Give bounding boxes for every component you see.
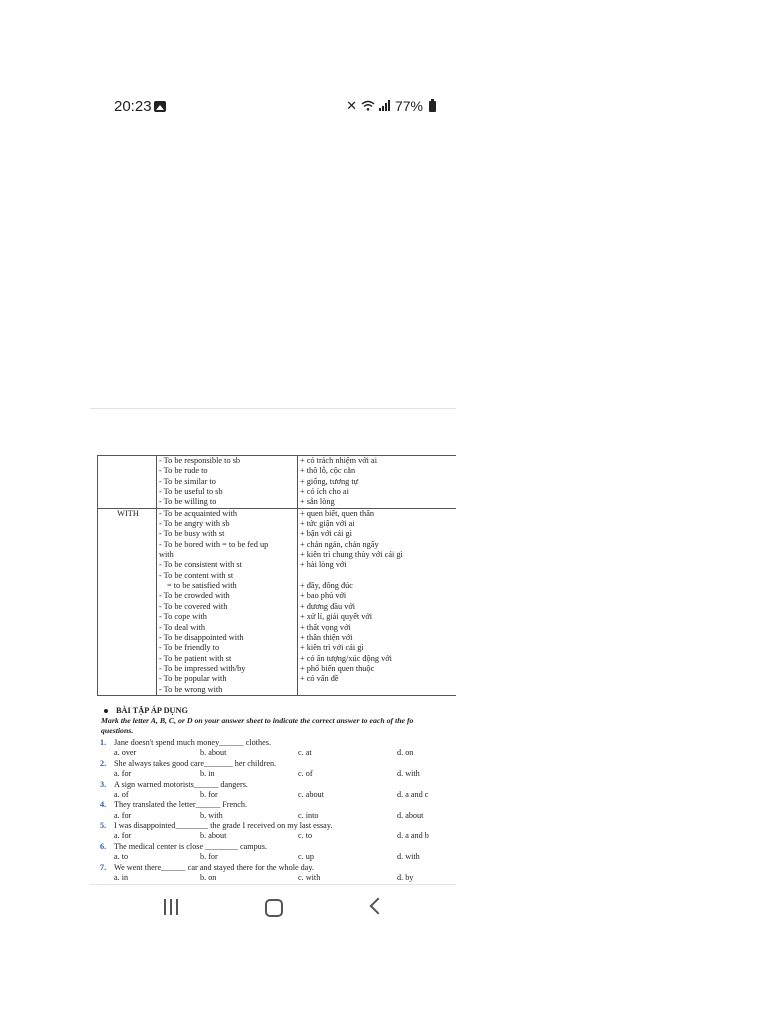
phrase-line: - To be popular with bbox=[159, 674, 227, 684]
phrase-line: - To be busy with st bbox=[159, 529, 225, 539]
question-number: 7. bbox=[100, 862, 107, 872]
option-a: a. in bbox=[114, 872, 129, 882]
question-number: 6. bbox=[100, 841, 107, 851]
phrase-cell bbox=[157, 456, 298, 509]
wifi-icon bbox=[361, 99, 375, 114]
option-d: d. on bbox=[397, 748, 414, 758]
meaning-line: + phổ biến quen thuộc bbox=[300, 663, 375, 673]
battery-percent: 77% bbox=[394, 98, 423, 114]
meaning-line: + thô lỗ, cộc cằn bbox=[300, 466, 356, 476]
category-with: WITH bbox=[117, 508, 139, 518]
meaning-line: + sẵn lòng bbox=[300, 497, 335, 507]
option-c: c. of bbox=[298, 768, 313, 778]
question-number: 5. bbox=[100, 821, 107, 831]
phrase-line: = to be satisfied with bbox=[167, 581, 237, 591]
phrase-line: - To be acquainted with bbox=[159, 508, 238, 518]
question-item bbox=[100, 738, 456, 759]
meaning-line: + xử lí, giải quyết với bbox=[300, 612, 373, 622]
phrase-line: - To be patient with st bbox=[159, 653, 232, 663]
question-item bbox=[100, 800, 456, 821]
option-a: a. for bbox=[114, 810, 132, 820]
meaning-line: + tức giận với ai bbox=[300, 519, 355, 529]
question-item bbox=[100, 759, 456, 780]
instructions-line: Mark the letter A, B, C, or D on your answer sheet to indicate the correct answer to each of the fo bbox=[101, 716, 414, 725]
option-a: a. to bbox=[114, 852, 129, 862]
document-view[interactable] bbox=[90, 452, 456, 884]
meaning-line: + giống, tương tự bbox=[300, 476, 359, 486]
phrase-line: - To be impressed with/by bbox=[159, 663, 246, 673]
phrase-line: - To be friendly to bbox=[159, 643, 220, 653]
meaning-line: + bận với cái gì bbox=[300, 529, 352, 539]
meaning-cell bbox=[298, 456, 457, 509]
option-c: c. about bbox=[298, 789, 324, 799]
question-list bbox=[100, 738, 456, 884]
option-b: b. in bbox=[200, 768, 215, 778]
phrase-line: - To be consistent with st bbox=[159, 560, 242, 570]
gallery-icon bbox=[154, 101, 166, 112]
divider bbox=[90, 884, 456, 885]
phrase-line: - To be angry with sb bbox=[159, 519, 230, 529]
option-a: a. for bbox=[114, 768, 132, 778]
question-number: 2. bbox=[100, 758, 107, 768]
phrase-line: - To cope with bbox=[159, 612, 207, 622]
option-c: c. into bbox=[298, 810, 319, 820]
question-text: We went there______ car and stayed there for the whole day. bbox=[114, 862, 315, 872]
question-text: A sign warned motorists______ dangers. bbox=[114, 779, 248, 789]
option-c: c. to bbox=[298, 831, 313, 841]
option-a: a. of bbox=[114, 789, 129, 799]
preposition-table bbox=[97, 455, 456, 696]
status-bar bbox=[114, 96, 436, 120]
divider bbox=[90, 408, 456, 409]
exercise-title bbox=[104, 706, 188, 715]
question-text: They translated the letter______ French. bbox=[114, 800, 248, 810]
phrase-line: with bbox=[159, 550, 174, 560]
exercise-title-text: BÀI TẬP ÁP DỤNG bbox=[116, 706, 188, 715]
meaning-line: + hài lòng với bbox=[300, 560, 347, 570]
home-button[interactable] bbox=[265, 899, 283, 917]
instructions-line: questions. bbox=[101, 726, 134, 735]
navigation-bar bbox=[0, 896, 768, 920]
meaning-line: + có vấn đề bbox=[300, 674, 339, 684]
meaning-line: + kiên trì chung thủy với cái gì bbox=[300, 550, 403, 560]
option-b: b. about bbox=[200, 831, 227, 841]
option-a: a. for bbox=[114, 831, 132, 841]
recent-apps-icon bbox=[164, 899, 166, 915]
meaning-line: + quen biết, quen thân bbox=[300, 508, 375, 518]
exercise-instructions bbox=[101, 716, 456, 736]
option-d: d. about bbox=[397, 810, 424, 820]
phrase-line: - To be wrong with bbox=[159, 684, 223, 694]
phrase-cell bbox=[157, 508, 298, 695]
meaning-line: + chán ngán, chán ngấy bbox=[300, 539, 379, 549]
recent-apps-button[interactable] bbox=[163, 899, 179, 915]
phrase-line: - To be bored with = to be fed up bbox=[159, 539, 269, 549]
option-b: b. about bbox=[200, 748, 227, 758]
phrase-line: - To be covered with bbox=[159, 601, 228, 611]
meaning-line: + có trách nhiệm với ai bbox=[300, 456, 378, 465]
status-time: 20:23 bbox=[114, 98, 152, 115]
meaning-line: + đương đầu với bbox=[300, 601, 356, 611]
option-b: b. for bbox=[200, 789, 218, 799]
question-number: 4. bbox=[100, 800, 107, 810]
option-a: a. over bbox=[114, 748, 137, 758]
phrase-line: - To be useful to sb bbox=[159, 487, 223, 497]
meaning-line: + có ấn tượng/xúc động với bbox=[300, 653, 392, 663]
option-d: d. with bbox=[397, 852, 420, 862]
battery-icon bbox=[429, 101, 436, 112]
status-icons bbox=[346, 98, 436, 114]
option-d: d. a and b bbox=[397, 831, 429, 841]
option-b: b. on bbox=[200, 872, 217, 882]
mute-icon: ✕ bbox=[346, 98, 357, 113]
option-b: b. for bbox=[200, 852, 218, 862]
question-number: 3. bbox=[100, 779, 107, 789]
meaning-line: + bao phủ với bbox=[300, 591, 347, 601]
question-item bbox=[100, 842, 456, 863]
question-item bbox=[100, 780, 456, 801]
table-row bbox=[98, 508, 457, 695]
question-item bbox=[100, 863, 456, 884]
phrase-line: - To deal with bbox=[159, 622, 206, 632]
question-item bbox=[100, 821, 456, 842]
category-cell bbox=[98, 456, 157, 509]
question-number: 1. bbox=[100, 738, 107, 747]
phrase-line: - To be similar to bbox=[159, 476, 216, 486]
meaning-line bbox=[298, 685, 456, 695]
option-c: c. with bbox=[298, 872, 321, 882]
phrase-line: - To be disappointed with bbox=[159, 632, 244, 642]
question-text: Jane doesn't spend much money______ clothes. bbox=[114, 738, 272, 747]
meaning-line: + thân thiện với bbox=[300, 632, 353, 642]
option-c: c. at bbox=[298, 748, 312, 758]
question-text: I was disappointed________ the grade I received on my last essay. bbox=[114, 821, 333, 831]
phrase-line: - To be crowded with bbox=[159, 591, 230, 601]
meaning-line bbox=[298, 571, 456, 581]
phrase-line: - To be rude to bbox=[159, 466, 208, 476]
option-d: d. a and c bbox=[397, 789, 429, 799]
meaning-line: + đầy, đông đúc bbox=[300, 581, 353, 591]
option-d: d. by bbox=[397, 872, 414, 882]
option-c: c. up bbox=[298, 852, 314, 862]
option-d: d. with bbox=[397, 768, 420, 778]
back-button[interactable] bbox=[370, 898, 387, 915]
phrase-line: - To be content with st bbox=[159, 570, 234, 580]
option-b: b. with bbox=[200, 810, 223, 820]
meaning-line: + có ích cho ai bbox=[300, 487, 349, 497]
bullet-icon bbox=[104, 709, 108, 713]
signal-icon bbox=[379, 99, 391, 114]
phrase-line: - To be responsible to sb bbox=[159, 456, 241, 465]
question-text: The medical center is close ________ campus. bbox=[114, 841, 268, 851]
table-row bbox=[98, 456, 457, 509]
meaning-line: + kiên trì với cái gì bbox=[300, 643, 364, 653]
meaning-line: + thất vọng với bbox=[300, 622, 351, 632]
meaning-cell bbox=[298, 508, 457, 695]
question-text: She always takes good care_______ her children. bbox=[114, 758, 277, 768]
phrase-line: - To be willing to bbox=[159, 497, 217, 507]
category-cell bbox=[98, 508, 157, 695]
